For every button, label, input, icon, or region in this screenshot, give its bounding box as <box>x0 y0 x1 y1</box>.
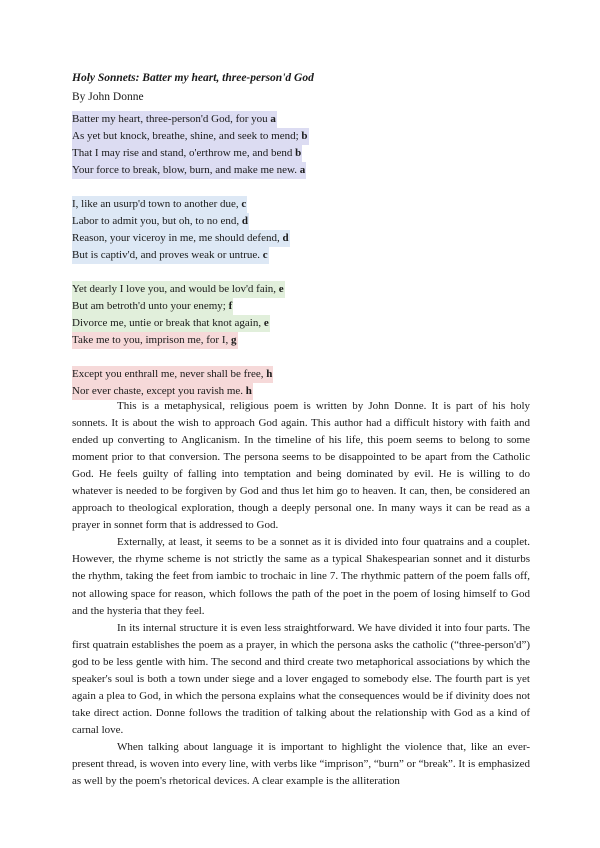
rhyme-letter: b <box>295 147 302 159</box>
poem-line-text: Yet dearly I love you, and would be lov'd fain, <box>72 283 279 295</box>
rhyme-letter: h <box>245 385 252 397</box>
analysis-paragraph: Externally, at least, it seems to be a sonnet as it is divided into four quatrains and a couplet. However, the rhyme scheme is not strictly the same as a typical Shakespearian sonnet and it disturbs the rhythm, taking the feet from iambic to trochaic in line 7. The rhythmic pattern of the poem falls off, not allowing space for reason, which follows the path of the poet in the poem of losing himself to God and the hysteria that they feel. <box>72 536 530 617</box>
poem-line-text: Your force to break, blow, burn, and make me new. <box>72 164 300 176</box>
analysis-paragraph: In its internal structure it is even less straightforward. We have divided it into four parts. The first quatrain establishes the poem as a prayer, in which the persona asks the catholic (“three-person'd”) god to be less gentle with him. The second and third create two metaphorical associations by which the speaker's soul is both a town under siege and a lover engaged to somebody else. The fourth part is yet again a plea to God, in which the persona explains what the consequences would be if divinity does not take direct action. Donne follows the tradition of talking about the relationship with God as a kind of carnal love. <box>72 621 530 736</box>
rhyme-letter: d <box>241 215 248 227</box>
poem-stanza <box>72 281 532 349</box>
poem-line-text: As yet but knock, breathe, shine, and seek to mend; <box>72 130 302 142</box>
analysis-body <box>72 398 530 790</box>
poem-line-text: Labor to admit you, but oh, to no end, <box>72 215 242 227</box>
poem-line <box>72 315 270 332</box>
poem-line-text: Nor ever chaste, except you ravish me. <box>72 385 246 397</box>
rhyme-letter: a <box>270 113 276 125</box>
poem-line-text: That I may rise and stand, o'erthrow me, and bend <box>72 147 296 159</box>
poem-line <box>72 366 273 383</box>
rhyme-letter: c <box>262 249 268 261</box>
poem-line-text: I, like an usurp'd town to another due, <box>72 198 242 210</box>
poem-line-text: Batter my heart, three-person'd God, for you <box>72 113 271 125</box>
poem-line <box>72 247 269 264</box>
poem-line <box>72 332 238 349</box>
poem-line <box>72 196 247 213</box>
poem-line <box>72 162 306 179</box>
poem-author: By John Donne <box>72 91 144 103</box>
poem-line <box>72 128 309 145</box>
poem-line-text: But am betroth'd unto your enemy; <box>72 300 229 312</box>
poem-stanza <box>72 196 532 264</box>
poem-title: Holy Sonnets: Batter my heart, three-person'd God <box>72 72 314 84</box>
poem-line <box>72 213 249 230</box>
analysis-paragraph: This is a metaphysical, religious poem is written by John Donne. It is part of his holy sonnets. It is about the wish to approach God again. This author had a difficult history with faith and ended up converting to Anglicanism. In the timeline of his life, this poem seems to belong to some moment prior to that conversion. The persona seems to be disappointed to be apart from the Catholic God. He feels guilty of falling into temptation and being dominated by evil. He is willing to do whatever is needed to be forgiven by God and thus let him go to heaven. It can, then, be considered an approach to theological exploration, though a deeply personal one. In many ways it can be read as a prayer in sonnet form that is addressed to God. <box>72 400 530 532</box>
rhyme-letter: a <box>299 164 306 176</box>
poem-line-text: Reason, your viceroy in me, me should defend, <box>72 232 283 244</box>
poem-line-text: Divorce me, untie or break that knot again, <box>72 317 264 329</box>
poem-stanza <box>72 111 532 179</box>
rhyme-letter: e <box>278 283 284 295</box>
poem-line <box>72 145 302 162</box>
poem-body <box>72 111 532 417</box>
poem-line <box>72 281 285 298</box>
rhyme-letter: c <box>241 198 247 210</box>
rhyme-letter: b <box>301 130 308 142</box>
poem-line-text: Take me to you, imprison me, for I, <box>72 334 232 346</box>
rhyme-letter: f <box>228 300 233 312</box>
analysis-paragraph: When talking about language it is important to highlight the violence that, like an ever-present thread, is woven into every line, with verbs like “imprison”, “burn” or “break”. It is emphasized as well by the poem's rhetorical devices. A clear example is the alliteration <box>72 740 530 788</box>
rhyme-letter: d <box>282 232 289 244</box>
poem-line-text: Except you enthrall me, never shall be free, <box>72 368 267 380</box>
poem-stanza <box>72 366 532 400</box>
poem-line <box>72 298 233 315</box>
rhyme-letter: g <box>231 334 237 346</box>
rhyme-letter: h <box>266 368 273 380</box>
poem-line-text: But is captiv'd, and proves weak or untrue. <box>72 249 263 261</box>
poem-line <box>72 230 290 247</box>
poem-line <box>72 111 277 128</box>
rhyme-letter: e <box>263 317 269 329</box>
